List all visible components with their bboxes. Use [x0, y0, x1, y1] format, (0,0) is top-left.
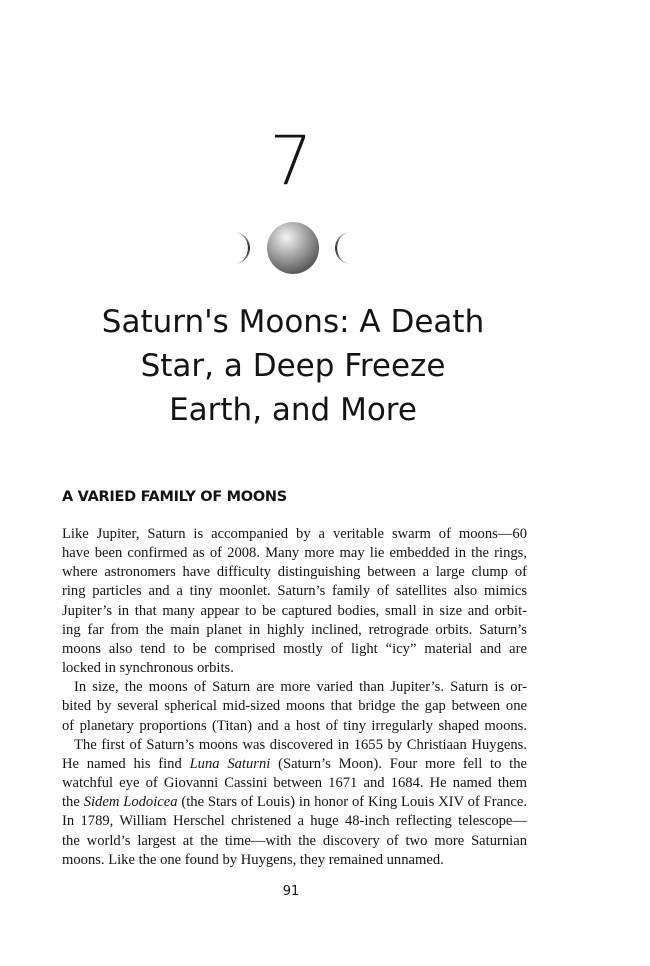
waning-crescent-icon: [234, 232, 250, 264]
text-line: [62, 755, 527, 774]
text-run: (Saturn’s Moon). Four more fell to the: [270, 755, 527, 772]
italic-title: Luna Saturni: [189, 755, 271, 772]
text-line: of planetary proportions (Titan) and a host of tiny irregularly shaped moons.: [62, 717, 527, 734]
full-moon-icon: [267, 222, 319, 274]
page-number: 91: [282, 884, 300, 899]
chapter-title-line: Star, a Deep Freeze: [140, 348, 446, 384]
text-line: the world’s largest at the time—with the discovery of two more Saturnian: [62, 832, 527, 849]
text-line: Like Jupiter, Saturn is accompanied by a veritable swarm of moons—60: [62, 526, 527, 542]
text-line: where astronomers have difficulty distinguishing between a large clump of: [62, 564, 527, 581]
body-text: [62, 525, 527, 870]
text-line: bited by several spherical mid-sized moons that bridge the gap between one: [62, 698, 527, 715]
text-line: Jupiter’s in that many appear to be captured bodies, small in size and orbit-: [62, 602, 527, 619]
waxing-crescent-icon: [335, 232, 351, 264]
text-line: moons also tend to be comprised mostly of light “icy” material and are: [62, 640, 527, 657]
chapter-title: [40, 300, 546, 432]
text-line: In size, the moons of Saturn are more varied than Jupiter’s. Saturn is or-: [74, 679, 527, 696]
text-line: moons. Like the one found by Huygens, they remained unnamed.: [62, 851, 444, 868]
chapter-number: 7: [269, 122, 313, 201]
chapter-title-line: Saturn's Moons: A Death: [101, 304, 485, 340]
text-line: have been confirmed as of 2008. Many more may lie embedded in the rings,: [62, 545, 527, 562]
text-line: watchful eye of Giovanni Cassini between 1671 and 1684. He named them: [62, 775, 527, 792]
text-run: He named his find: [62, 755, 190, 772]
text-line: In 1789, William Herschel christened a huge 48-inch reflecting telescope—: [62, 813, 527, 830]
text-line: locked in synchronous orbits.: [62, 660, 234, 677]
text-line: ing far from the main planet in highly inclined, retrograde orbits. Saturn’s: [62, 621, 527, 638]
text-line: The first of Saturn’s moons was discovered in 1655 by Christiaan Huygens.: [74, 736, 527, 753]
text-line: ring particles and a tiny moonlet. Saturn’s family of satellites also mimics: [62, 583, 527, 600]
text-run: the: [62, 794, 84, 811]
moon-phases-ornament: [230, 216, 356, 278]
chapter-title-line: Earth, and More: [169, 392, 417, 428]
italic-title: Sidem Lodoicea: [83, 794, 178, 811]
text-run: (the Stars of Louis) in honor of King Louis XIV of France.: [177, 794, 527, 811]
text-line: [62, 793, 527, 812]
section-heading: A VARIED FAMILY OF MOONS: [62, 489, 287, 505]
